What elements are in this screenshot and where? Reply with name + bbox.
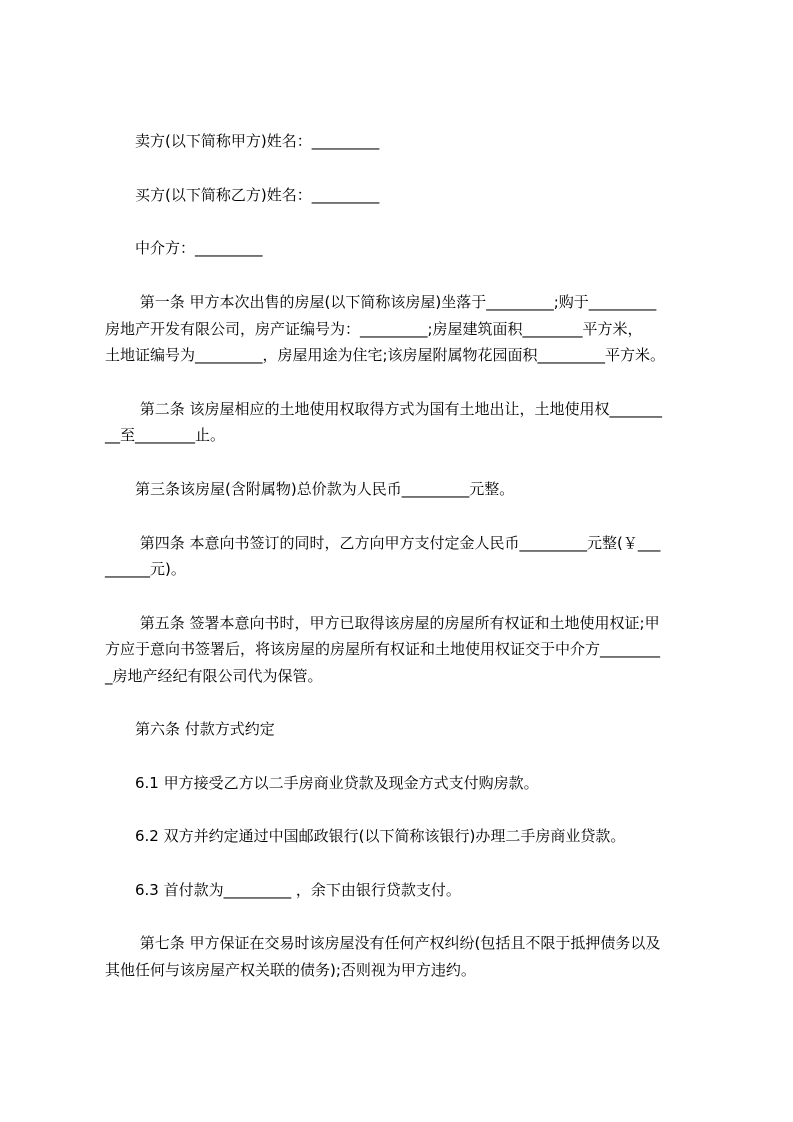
article-5-line-3: _房地产经纪有限公司代为保管。 xyxy=(105,667,323,685)
agent-name-line: 中介方：_________ xyxy=(135,239,263,257)
clause-6-2: 6.2 双方并约定通过中国邮政银行(以下简称该银行)办理二手房商业贷款。 xyxy=(135,827,626,845)
article-4-line-2: ______元)。 xyxy=(105,560,186,578)
buyer-name-line: 买方(以下简称乙方)姓名：_________ xyxy=(135,186,380,204)
seller-name-line: 卖方(以下简称甲方)姓名：_________ xyxy=(135,132,380,150)
article-2-line-1: 第二条 该房屋相应的土地使用权取得方式为国有土地出让，土地使用权_______ xyxy=(135,400,663,418)
article-2-line-2: __至________止。 xyxy=(105,426,226,444)
clause-6-3: 6.3 首付款为_________ ，余下由银行贷款支付。 xyxy=(135,881,461,899)
article-5-line-1: 第五条 签署本意向书时，甲方已取得该房屋的房屋所有权证和土地使用权证;甲 xyxy=(135,614,660,632)
article-3-line: 第三条该房屋(含附属物)总价款为人民币_________元整。 xyxy=(135,480,515,498)
article-1-line-1: 第一条 甲方本次出售的房屋(以下简称该房屋)坐落于_________;购于_________ xyxy=(135,293,657,311)
article-5-line-2: 方应于意向书签署后，将该房屋的房屋所有权证和土地使用权证交于中介方________ xyxy=(105,640,661,658)
article-7-line-2: 其他任何与该房屋产权关联的债务);否则视为甲方违约。 xyxy=(105,961,476,979)
article-6-heading: 第六条 付款方式约定 xyxy=(135,720,275,738)
article-7-line-1: 第七条 甲方保证在交易时该房屋没有任何产权纠纷(包括且不限于抵押债务以及 xyxy=(135,934,661,952)
article-1-line-3: 土地证编号为_________，房屋用途为住宅;该房屋附属物花园面积_________平方米。 xyxy=(105,346,666,364)
article-1-line-2: 房地产开发有限公司，房产证编号为：_________;房屋建筑面积________平方米， xyxy=(105,320,643,338)
article-4-line-1: 第四条 本意向书签订的同时，乙方向甲方支付定金人民币_________元整(￥___ xyxy=(135,534,661,552)
clause-6-1: 6.1 甲方接受乙方以二手房商业贷款及现金方式支付购房款。 xyxy=(135,774,539,792)
